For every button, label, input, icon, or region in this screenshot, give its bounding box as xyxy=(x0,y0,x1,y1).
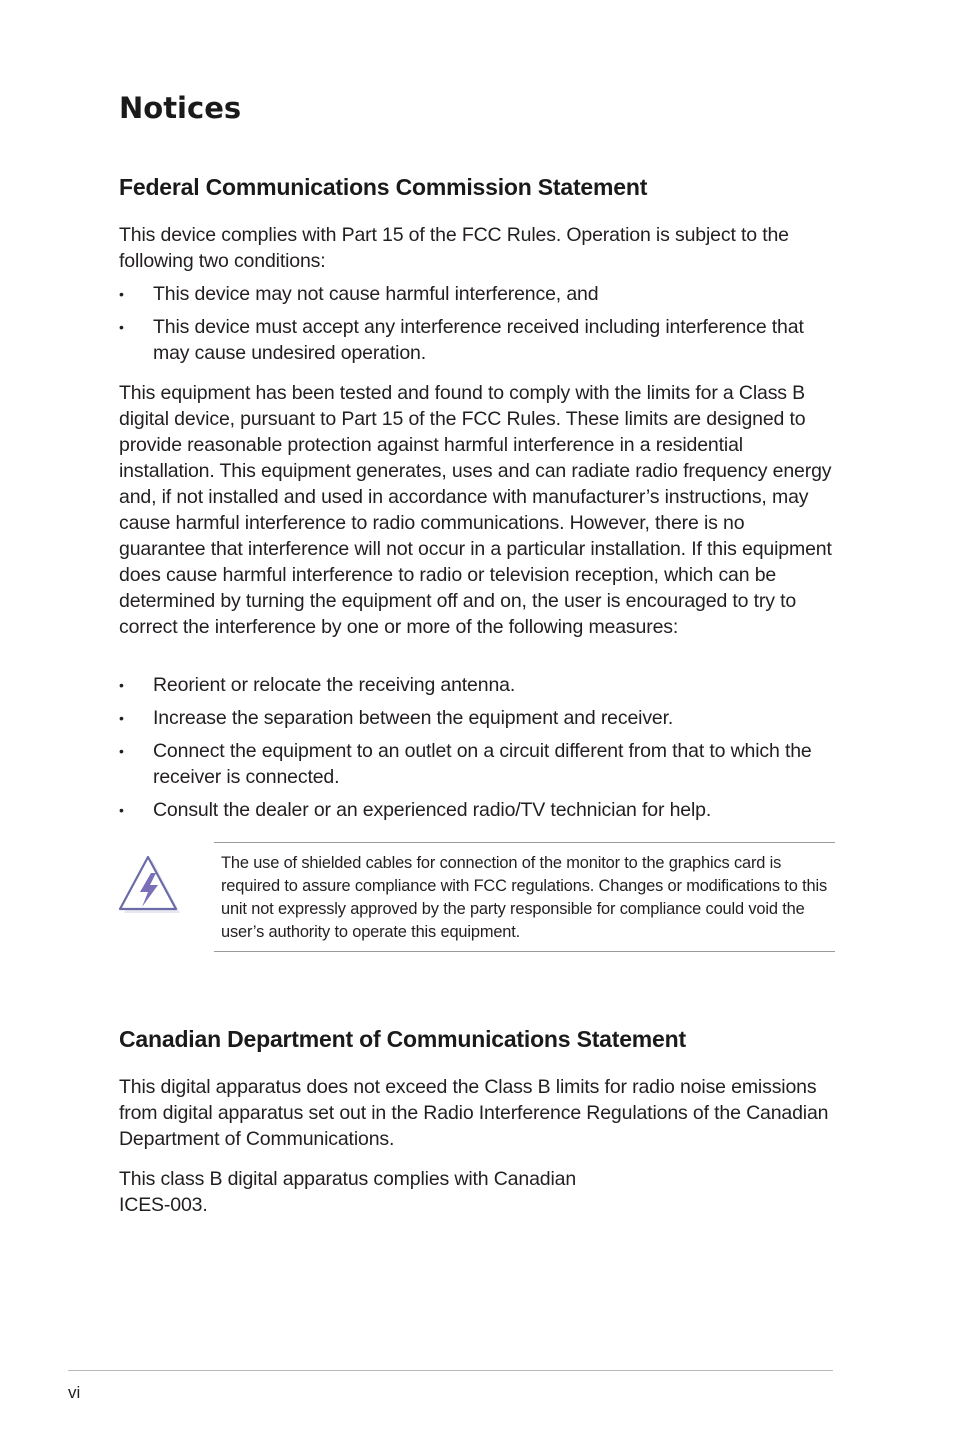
measure-item xyxy=(119,797,835,823)
canadian-para2-line1: This class B digital apparatus complies with Canadian xyxy=(119,1168,577,1190)
measure-text: Increase the separation between the equipment and receiver. xyxy=(153,707,674,729)
note-text: The use of shielded cables for connection of the monitor to the graphics card is required to assure compliance with FCC regulations. Changes or modifications to this unit not expressly approved by the party responsible for compliance could void the user’s authority to operate this equipment. xyxy=(221,854,827,941)
condition-text: This device may not cause harmful interference, and xyxy=(153,283,599,305)
canadian-para2 xyxy=(119,1166,835,1218)
measure-item xyxy=(119,672,835,698)
condition-text: This device must accept any interference received including interference that may cause undesired operation. xyxy=(153,316,804,364)
fcc-intro-block xyxy=(119,222,835,274)
canadian-heading: Canadian Department of Communications Statement xyxy=(119,1026,686,1052)
fcc-body-block xyxy=(119,380,835,640)
warning-lightning-icon xyxy=(118,855,182,915)
fcc-section xyxy=(119,172,835,202)
canadian-para1: This digital apparatus does not exceed the Class B limits for radio noise emissions from digital apparatus set out in the Radio Interference Regulations of the Canadian Department of Communications. xyxy=(119,1076,829,1150)
measure-item xyxy=(119,705,835,731)
bullet-icon: • xyxy=(119,802,124,818)
canadian-para2-line2: ICES-003. xyxy=(119,1194,208,1216)
page-number: vi xyxy=(68,1383,81,1402)
fcc-intro: This device complies with Part 15 of the FCC Rules. Operation is subject to the following two conditions: xyxy=(119,224,789,272)
footer-divider xyxy=(68,1370,833,1371)
condition-item xyxy=(119,314,835,366)
page-title: Notices xyxy=(119,91,242,125)
bullet-icon: • xyxy=(119,286,124,302)
bullet-icon: • xyxy=(119,677,124,693)
note-box xyxy=(214,842,835,952)
canadian-section xyxy=(119,1024,835,1054)
bullet-icon: • xyxy=(119,710,124,726)
condition-item xyxy=(119,281,835,307)
measure-text: Connect the equipment to an outlet on a circuit different from that to which the receiver is connected. xyxy=(153,740,812,788)
measure-item xyxy=(119,738,835,790)
fcc-heading: Federal Communications Commission Statement xyxy=(119,174,648,200)
measure-text: Consult the dealer or an experienced radio/TV technician for help. xyxy=(153,799,712,821)
fcc-conditions-list xyxy=(119,281,835,366)
bullet-icon: • xyxy=(119,743,124,759)
fcc-measures-list xyxy=(119,672,835,823)
canadian-para1-block xyxy=(119,1074,835,1152)
measure-text: Reorient or relocate the receiving antenna. xyxy=(153,674,516,696)
fcc-body: This equipment has been tested and found to comply with the limits for a Class B digital device, pursuant to Part 15 of the FCC Rules. These limits are designed to provide reasonable protection against harmful interference in a residential installation. This equipment generates, uses and can radiate radio frequency energy and, if not installed and used in accordance with manufacturer’s instructions, may cause harmful interference to radio communications. However, there is no guarantee that interference will not occur in a particular installation. If this equipment does cause harmful interference to radio or television reception, which can be determined by turning the equipment off and on, the user is encouraged to try to correct the interference by one or more of the following measures: xyxy=(119,382,832,638)
canadian-para2-block xyxy=(119,1166,835,1218)
bullet-icon: • xyxy=(119,319,124,335)
